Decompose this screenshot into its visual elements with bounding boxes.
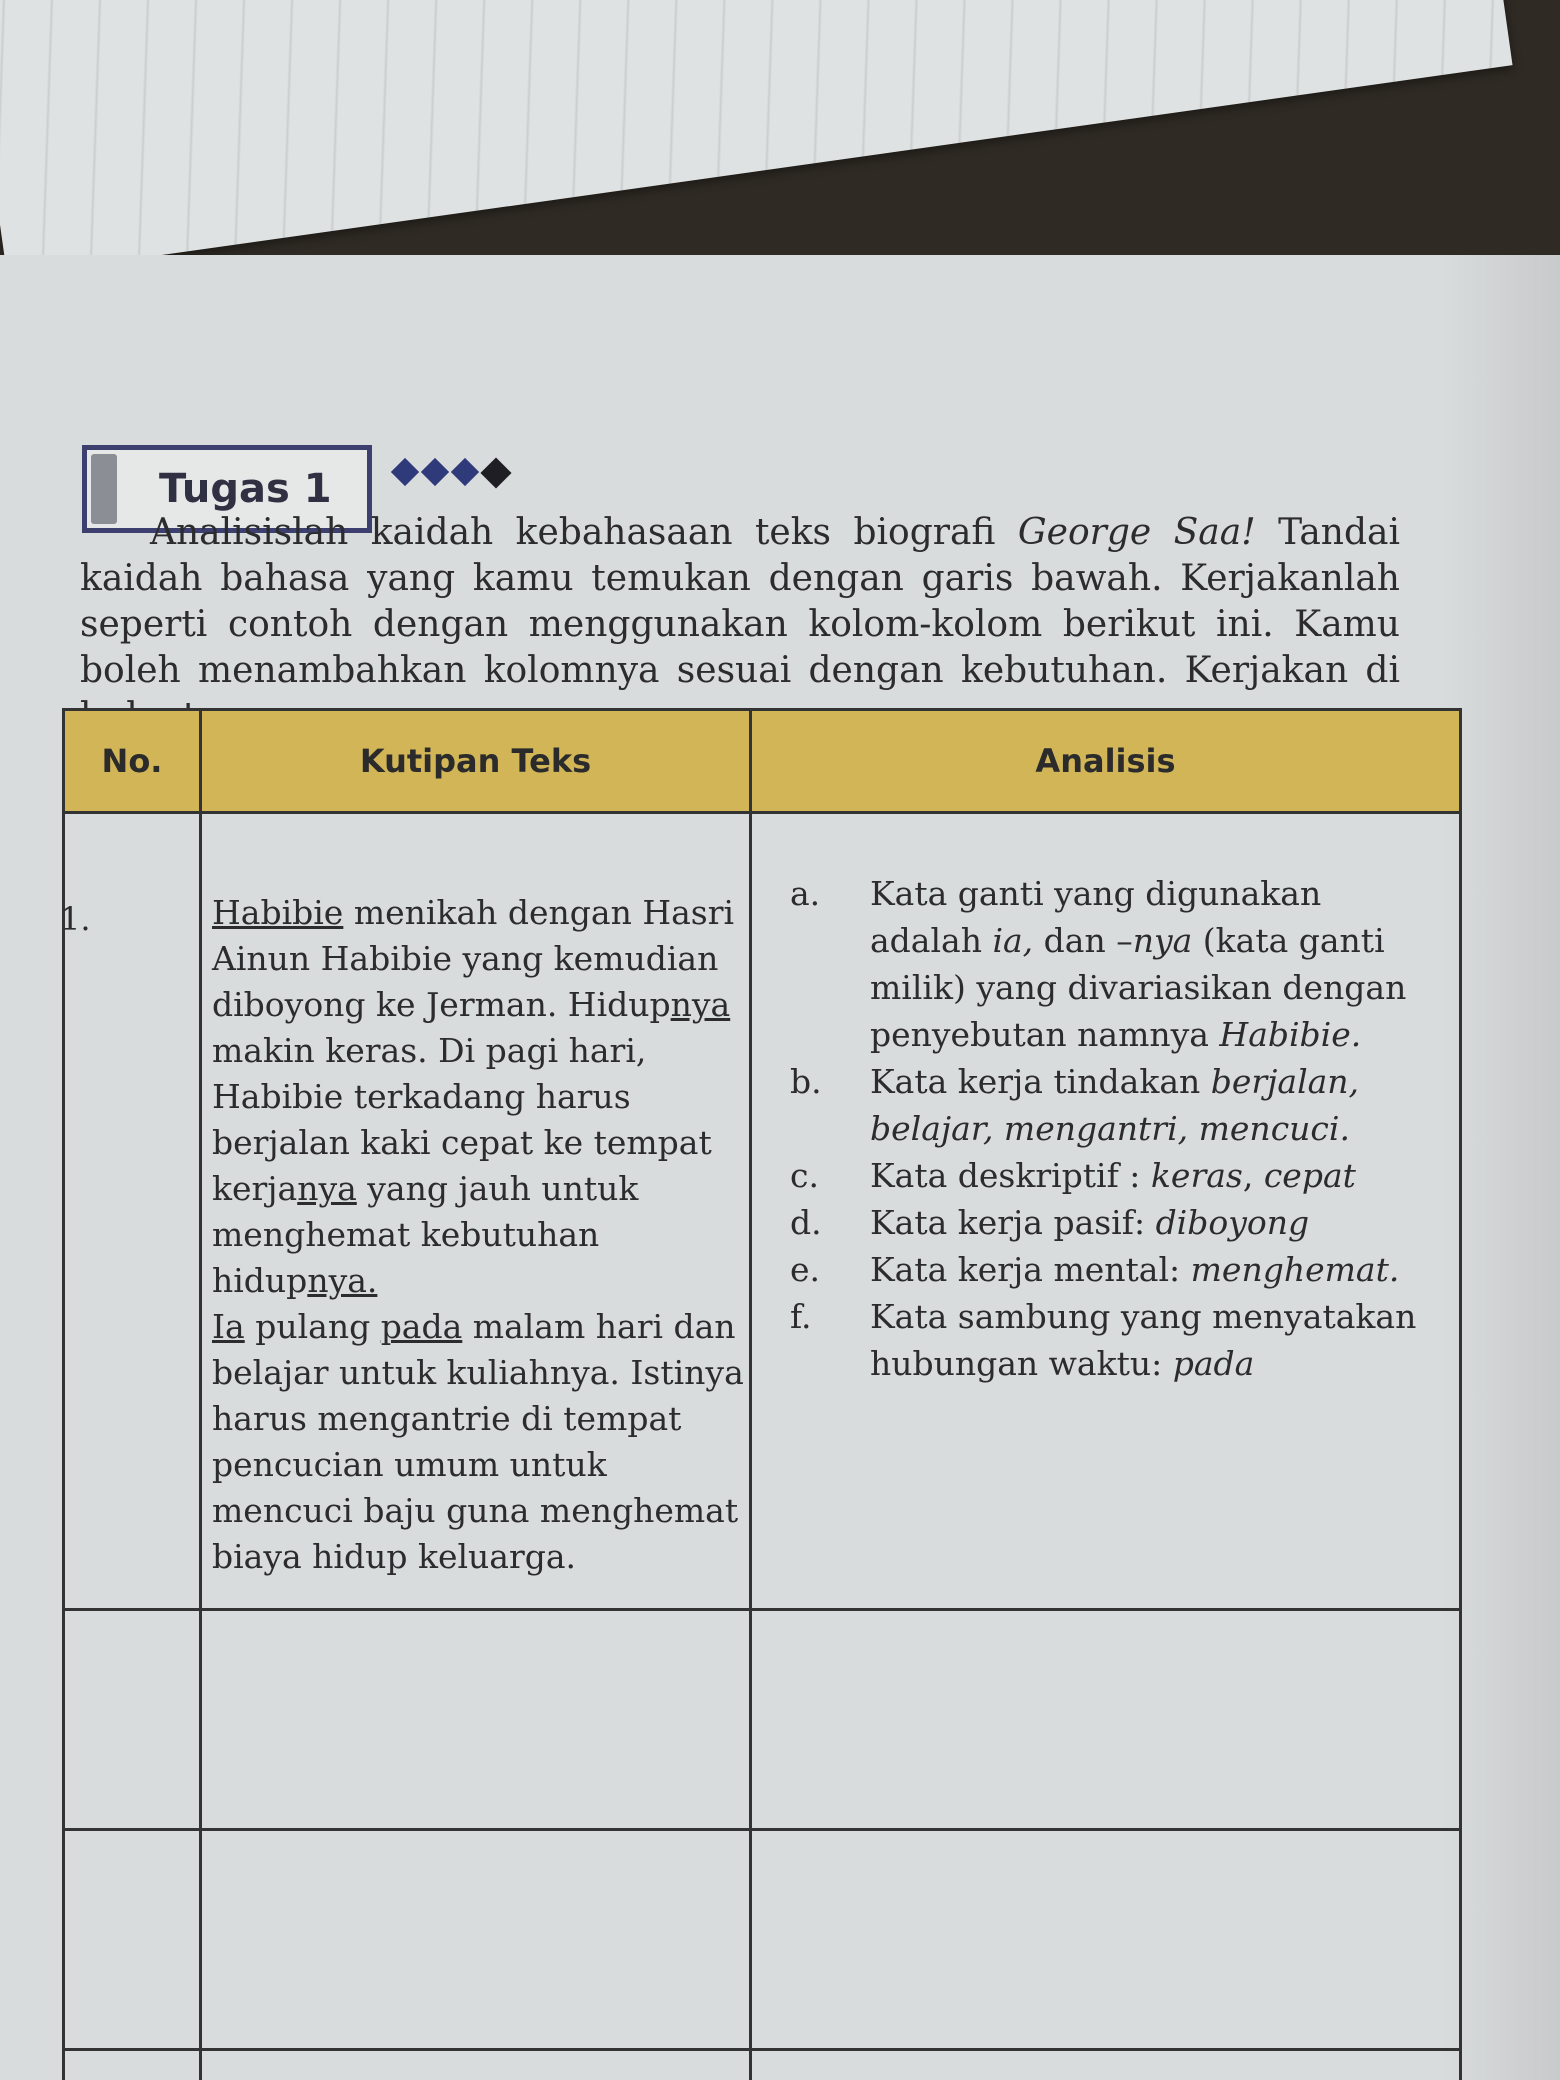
quote-text: [212, 1304, 752, 1580]
analysis-italic: cepat: [1263, 1156, 1356, 1195]
analysis-italic: berjalan, belajar, mengantri, mencuci.: [870, 1062, 1360, 1148]
analysis-italic: Habibie.: [1219, 1015, 1362, 1054]
analysis-item: [790, 1199, 1430, 1246]
analysis-italic: menghemat.: [1190, 1250, 1400, 1289]
header-no: No.: [62, 708, 202, 814]
analysis-letter: a.: [790, 874, 821, 913]
underlined-word: Habibie: [212, 893, 344, 932]
analysis-italic: keras: [1150, 1156, 1243, 1195]
analysis-text: [870, 870, 1430, 1058]
row-divider-1: [62, 1608, 1462, 1611]
underlined-word: Ia: [212, 1307, 245, 1346]
analysis-segment: Kata kerja tindakan: [870, 1062, 1211, 1101]
analysis-italic: pada: [1172, 1344, 1255, 1383]
quote-segment: makin keras. Di pagi hari, Habibie terkadang harus berjalan kaki cepat ke tempat kerja: [212, 1031, 712, 1208]
analysis-segment: Kata kerja mental:: [870, 1250, 1191, 1289]
table-border-right: [1459, 814, 1462, 2080]
diamond-icon: [451, 458, 479, 486]
analysis-segment: (kata ganti milik) yang divariasikan dengan penyebutan namnya: [870, 921, 1407, 1054]
analysis-cell: [790, 870, 1430, 1387]
underlined-word: nya: [297, 1169, 357, 1208]
analysis-segment: Kata sambung yang menyatakan hubungan waktu:: [870, 1297, 1417, 1383]
analysis-letter: b.: [790, 1062, 822, 1101]
row-number: 1.: [60, 900, 91, 938]
analysis-text: [870, 1293, 1430, 1387]
instructions-text-2: Tandai kaidah bahasa yang kamu temukan dengan garis bawah. Kerjakanlah seperti contoh dengan menggunakan kolom-kolom berikut ini. Kamu boleh menambahkan kolomnya sesuai dengan kebutuhan. Kerjakan di: [80, 512, 1400, 691]
analysis-segment: dan –: [1033, 921, 1133, 960]
analysis-text: [870, 1152, 1430, 1199]
diamond-decoration: [395, 462, 507, 484]
diamond-icon: [391, 458, 419, 486]
analysis-italic: diboyong: [1155, 1203, 1310, 1242]
analysis-segment: Kata deskriptif :: [870, 1156, 1151, 1195]
diamond-icon: [421, 458, 449, 486]
underlined-word: nya.: [307, 1261, 378, 1300]
instructions-text-1: Analisislah kaidah kebahasaan teks biografi: [150, 512, 1018, 553]
task-title: Tugas 1: [159, 466, 332, 512]
quote-segment: pulang: [244, 1307, 381, 1346]
table-border-left: [62, 814, 65, 2080]
analysis-letter: f.: [790, 1297, 812, 1336]
quote-segment: malam hari dan belajar untuk kuliahnya. Istinya harus mengantrie di tempat pencucian umum untuk mencuci baju guna menghemat biaya hidup keluarga.: [212, 1307, 744, 1576]
quote-segment: yang jauh untuk menghemat kebutuhan hidup: [212, 1169, 639, 1300]
analysis-text: [870, 1246, 1430, 1293]
analysis-segment: Kata kerja pasif:: [870, 1203, 1156, 1242]
diamond-icon: [480, 457, 511, 488]
analysis-item: [790, 870, 1430, 1058]
analysis-segment: Kata ganti yang digunakan adalah: [870, 874, 1322, 960]
analysis-italic: ia,: [992, 921, 1034, 960]
task-instructions: [80, 510, 1400, 740]
quote-segment: menikah dengan Hasri Ainun Habibie yang kemudian diboyong ke Jerman. Hidup: [212, 893, 735, 1024]
header-kutipan-teks: Kutipan Teks: [202, 708, 752, 814]
table-divider-1: [199, 814, 202, 2080]
quote-text: [212, 890, 752, 1304]
row-divider-2: [62, 1828, 1462, 1831]
analysis-item: [790, 1058, 1430, 1152]
analysis-text: [870, 1058, 1430, 1152]
analysis-letter: e.: [790, 1250, 821, 1289]
analysis-text: [870, 1199, 1430, 1246]
analysis-item: [790, 1152, 1430, 1199]
analysis-item: [790, 1293, 1430, 1387]
analysis-letter: d.: [790, 1203, 822, 1242]
underlined-word: nya: [670, 985, 731, 1024]
quote-cell: [212, 890, 752, 1580]
analysis-letter: c.: [790, 1156, 819, 1195]
row-divider-3: [62, 2048, 1462, 2051]
biography-title: George Saa!: [1017, 512, 1256, 553]
background-notebook: [0, 0, 1513, 277]
header-analisis: Analisis: [752, 708, 1462, 814]
analysis-italic: nya: [1132, 921, 1193, 960]
analysis-segment: ,: [1242, 1156, 1264, 1195]
underlined-word: pada: [380, 1307, 463, 1346]
analysis-item: [790, 1246, 1430, 1293]
